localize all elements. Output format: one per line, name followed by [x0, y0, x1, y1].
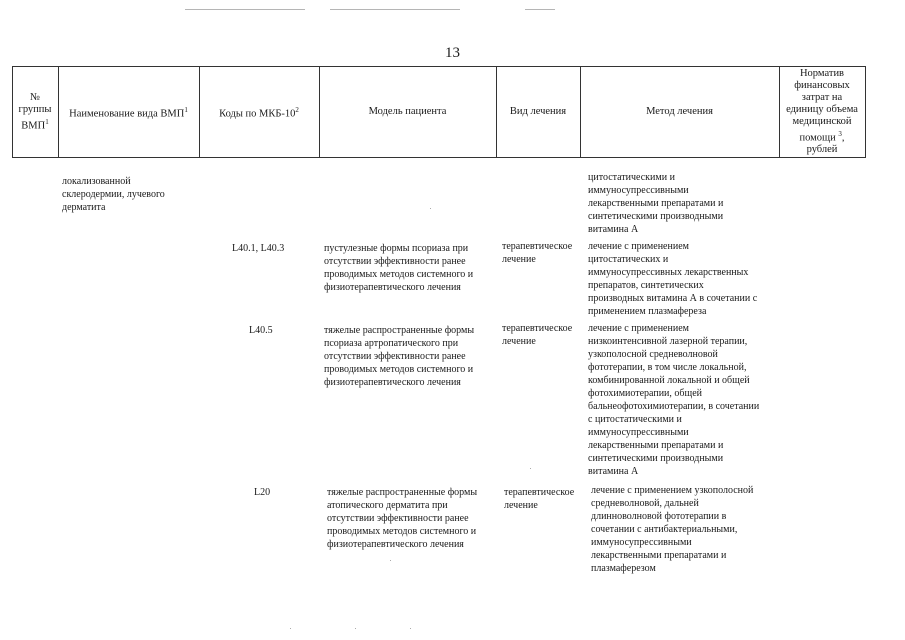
scan-artifact — [525, 9, 555, 10]
scan-speck — [410, 628, 411, 629]
header-patient-model: Модель пациента — [368, 106, 447, 117]
scan-speck — [355, 628, 356, 629]
row-3-patient-model: тяжелые распространенные формы псориаза артропатического при отсутствии эффективности ранее проводимых методов системного и физиотерапевтического лечения — [324, 325, 475, 388]
row-2-treatment-method: лечение с применением цитостатических и иммуносупрессивных лекарственных препаратов, синтетических производных витамина А в сочетании с применением плазмафереза — [588, 241, 758, 317]
header-treatment-method: Метод лечения — [646, 106, 713, 117]
scan-speck — [430, 208, 431, 209]
row-3-treatment-type: терапевтическое лечение — [502, 323, 573, 347]
scan-artifact — [330, 9, 460, 10]
row-2-patient-model: пустулезные формы псориаза при отсутствии эффективности ранее проводимых методов системного и физиотерапевтического лечения — [324, 243, 474, 293]
column-divider — [865, 66, 866, 158]
row-4-treatment-method: лечение с применением узкополосной средневолновой, дальней длинноволновой фототерапии в сочетании с антибактериальными, иммуносупрессивными лекарственными препаратами и плазмаферезом — [591, 485, 754, 574]
scan-artifact — [185, 9, 305, 10]
scan-speck — [390, 560, 391, 561]
row-2-icd-code: L40.1, L40.3 — [232, 243, 285, 254]
row-4-icd-code: L20 — [254, 487, 271, 498]
header-group-number: № группы ВМП$^1$ — [18, 91, 52, 132]
row-1-treatment-method: цитостатическими и иммуносупрессивными лекарственными препаратами и синтетическими производными витамина А — [588, 172, 724, 235]
page-number: 13 — [445, 45, 460, 61]
row-3-icd-code: L40.5 — [249, 325, 273, 336]
scan-speck — [530, 468, 531, 469]
row-4-patient-model: тяжелые распространенные формы атопического дерматита при отсутствии эффективности ранее проводимых методов системного и физиотерапевтического лечения — [327, 487, 478, 550]
scan-speck — [290, 628, 291, 629]
row-3-treatment-method: лечение с применением низкоинтенсивной лазерной терапии, узкополосной средневолновой фототерапии, в том числе локальной, комбинированной локальной и общей фотохимиотерапии, общей бальнеофотохимиотерапии, в сочетании с цитостатическими и иммуносупрессивными лекарственными препаратами и синтетическими производными витамина А — [588, 323, 760, 477]
header-vmp-name: Наименование вида ВМП$^1$ — [69, 105, 188, 120]
row-4-treatment-type: терапевтическое лечение — [504, 487, 575, 511]
header-cost-norm: Норматив финансовых затрат на единицу объема медицинской помощи $^3$, рублей — [786, 67, 858, 156]
header-icd-codes: Коды по МКБ-$10^2$ — [219, 105, 299, 120]
header-treatment-type: Вид лечения — [509, 106, 567, 117]
row-1-vmp-name: локализованной склеродермии, лучевого дерматита — [62, 176, 165, 213]
row-2-treatment-type: терапевтическое лечение — [502, 241, 573, 265]
table-header — [12, 66, 866, 158]
